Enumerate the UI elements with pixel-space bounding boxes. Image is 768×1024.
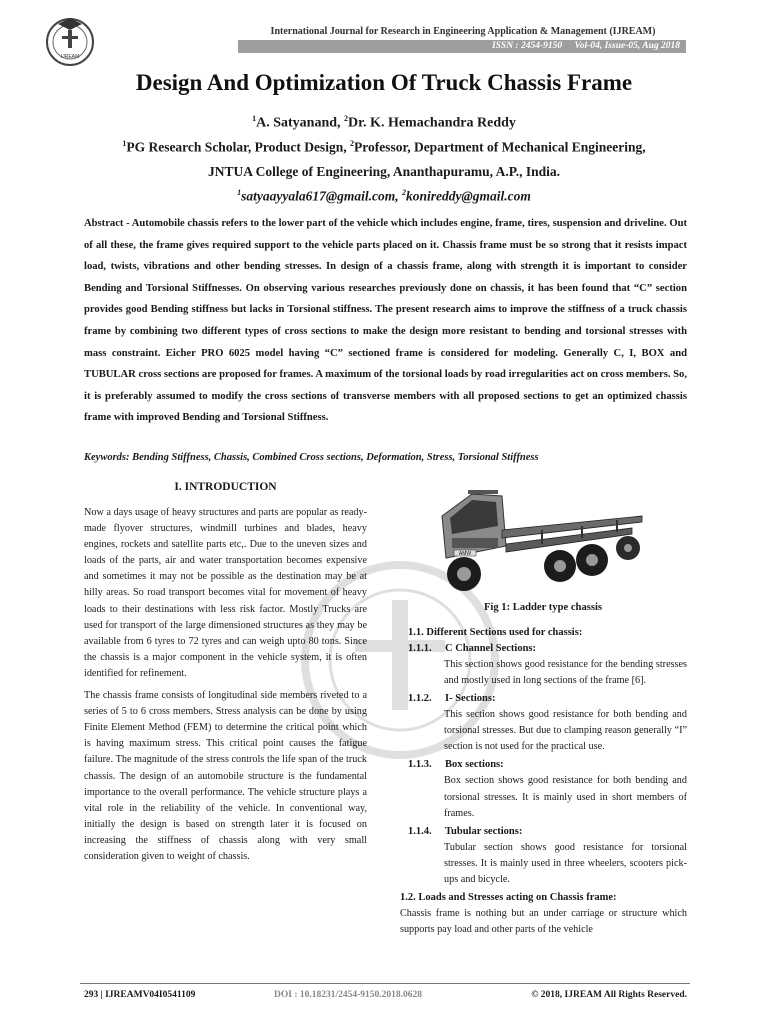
subsection-heading-1-1-2 bbox=[400, 691, 687, 707]
s111-title: C Channel Sections: bbox=[445, 643, 537, 654]
s113-num: 1.1.3. bbox=[408, 759, 432, 771]
left-column bbox=[84, 481, 367, 871]
copyright: © 2018, IJREAM All Rights Reserved. bbox=[531, 990, 687, 1000]
figure-badge: AMW bbox=[458, 551, 472, 557]
author1: A. Satyanand, bbox=[256, 115, 345, 131]
author2-sup: 2 bbox=[344, 114, 349, 123]
affil1-sup: 1 bbox=[122, 139, 127, 148]
s114-num: 1.1.4. bbox=[408, 825, 432, 837]
intro-paragraph-2: The chassis frame consists of longitudinal side members riveted to a series of 5 to 6 cross members. Stress analysis can be done by using Finite Element Method (FEM) to determine the critical point which is having maximum stress. This critical point causes the fatigue failure. The magnitude of the stress controls the life span of the truck chassis. The design of an automobile structure is the fundamental importance to the overall performance. The vehicle structure plays a vital role in the reliability of the vehicle. In conventional way, initially the design is based on strength later it is focused on increasing the stiffness of chassis along with very small consideration given to weight of chassis. bbox=[84, 690, 367, 862]
affil1-a: PG Research Scholar, Product Design, bbox=[126, 139, 350, 155]
email-2[interactable]: konireddy@gmail.com bbox=[405, 188, 531, 204]
logo-text: IJREAM bbox=[60, 54, 80, 60]
subsection-heading-1-1-1 bbox=[400, 641, 687, 657]
s112-title: I- Sections: bbox=[445, 693, 496, 705]
subsection-heading-1-1-3 bbox=[400, 757, 687, 773]
doi[interactable]: DOI : 10.18231/2454-9150.2018.0628 bbox=[274, 990, 423, 1000]
subsection-heading-1-1-4 bbox=[400, 824, 687, 840]
email1-sup: 1 bbox=[237, 188, 242, 197]
s112-num: 1.1.2. bbox=[408, 693, 432, 705]
author1-sup: 1 bbox=[252, 114, 257, 123]
issn: ISSN : 2454-9150 bbox=[491, 41, 563, 51]
journal-name: International Journal for Research in Engineering Application & Management (IJREAM) bbox=[270, 26, 656, 37]
email2-sup: 2 bbox=[401, 188, 406, 197]
intro-paragraph-1: Now a days usage of heavy structures and parts are popular as ready-made flyover structures, windmill turbines and blades, heavy engines, rockets and satellite parts etc,. Due to the uneven sizes and loads of the parts, air and water transportation becomes expensive and sometimes it may not be possible as the destination may be at hilly areas. So road transport becomes vital for movement of heavy loads to their destinations with less risk factor. Mostly Trucks are used for transport of the large dimensioned structures as they may be available from 6 tyres to 72 tyres and can weigh upto 80 tons. Since the chassis is a major component in the vehicle system, it is often identified for refinement. bbox=[84, 507, 367, 679]
truck-chassis-figure bbox=[432, 486, 647, 598]
footer-divider bbox=[80, 983, 690, 984]
author2: Dr. K. Hemachandra Reddy bbox=[348, 115, 516, 131]
subsection-heading-1-2: 1.2. Loads and Stresses acting on Chassis frame: bbox=[400, 892, 617, 904]
subsection-body-1-1-3: Box section shows good resistance for both bending and torsional stresses. It is mainly used in short members of frames. bbox=[444, 775, 687, 819]
subsection-body-1-2: Chassis frame is nothing but an under carriage or structure which supports pay load and other parts of the vehicle bbox=[400, 908, 687, 936]
volume-issue: Vol-04, Issue-05, Aug 2018 bbox=[574, 41, 680, 51]
s113-title: Box sections: bbox=[445, 759, 504, 771]
author-emails bbox=[40, 188, 728, 205]
s114-title: Tubular sections: bbox=[445, 825, 523, 837]
affil1-sup2: 2 bbox=[349, 139, 354, 148]
paper-title: Design And Optimization Of Truck Chassis Frame bbox=[135, 70, 633, 95]
affiliation-line-1 bbox=[40, 139, 728, 156]
section-heading-introduction: I. INTRODUCTION bbox=[174, 481, 277, 493]
right-column bbox=[400, 625, 687, 938]
affiliation-line-2: JNTUA College of Engineering, Ananthapuramu, A.P., India. bbox=[207, 164, 561, 179]
keywords: Keywords: Bending Stiffness, Chassis, Combined Cross sections, Deformation, Stress, Torsional Stiffness bbox=[84, 452, 539, 463]
subsection-body-1-1-4: Tubular section shows good resistance for torsional stresses. It is mainly used in three wheelers, scooters pick-ups and bicycle. bbox=[444, 841, 687, 885]
s111-num: 1.1.1. bbox=[408, 643, 432, 654]
abstract: Abstract - Automobile chassis refers to the lower part of the vehicle which includes engine, frame, tires, suspension and driveline. Out of all these, the frame gives required support to the vehicle parts placed on it. Chassis frame must be so strong that it resists impact load, twists, vibrations and other bending stresses. In design of a chassis frame, along with strength it is important to consider Bending and Torsional Stiffnesses. On observing various researches previously done on chassis, it has been found that “C” section provides good Bending stiffness but lacks in Torsional stiffness. The present research aims to improve the stiffness of a truck chassis frame by combining two different types of cross sections to make the design more resistant to bending and torsional stresses with mass constraint. Eicher PRO 6025 model having “C” sectioned frame is considered for modeling. Generally C, I, BOX and TUBULAR cross sections are proposed for frames. A maximum of the torsional loads by road irregularities act on cross members. So, it is preferably assumed to modify the cross sections of transverse members with all proposed sections to get an optimized chassis frame with improved Bending and Torsional Stiffness. bbox=[84, 218, 687, 424]
header-bar bbox=[238, 40, 686, 53]
subsection-body-1-1-1: This section shows good resistance for the bending stresses and mostly used in long sections of the frame [6]. bbox=[444, 659, 687, 687]
figure-caption: Fig 1: Ladder type chassis bbox=[483, 602, 603, 613]
email-1[interactable]: satyaayyala617@gmail.com, bbox=[241, 188, 402, 204]
authors bbox=[40, 114, 728, 132]
page-number: 293 | IJREAMV04I0541109 bbox=[84, 990, 196, 1000]
subsection-heading-1-1: 1.1. Different Sections used for chassis: bbox=[408, 627, 583, 638]
journal-logo bbox=[44, 12, 96, 68]
subsection-body-1-1-2: This section shows good resistance for both bending and torsional stresses. But due to clamping reason generally “I” section is not used for the practical use. bbox=[444, 709, 687, 753]
affil1-b: Professor, Department of Mechanical Engineering, bbox=[353, 139, 646, 155]
